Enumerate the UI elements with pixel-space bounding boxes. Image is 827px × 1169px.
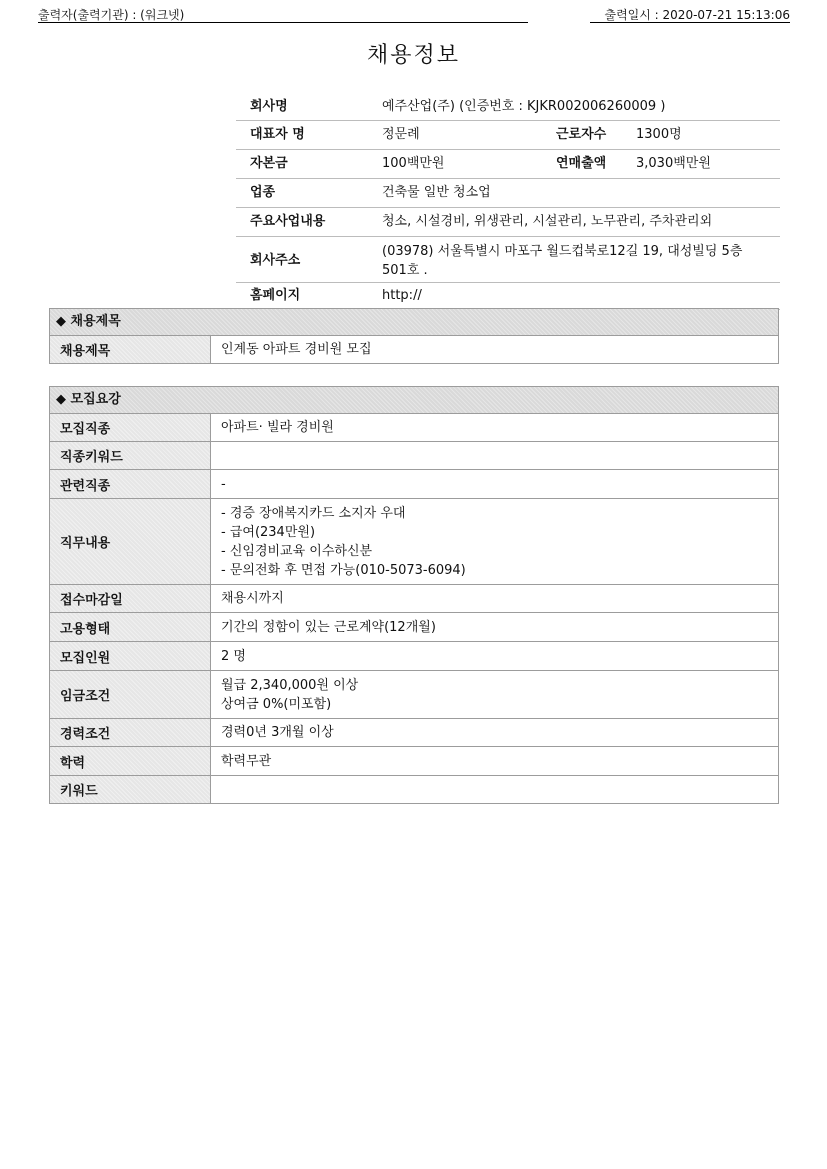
row-keywords [50, 776, 778, 803]
education-label: 학력 [50, 747, 211, 775]
salary-line: 월급 2,340,000원 이상 [221, 677, 359, 693]
row-job-category [50, 414, 778, 442]
row-experience [50, 719, 778, 747]
row-deadline [50, 585, 778, 613]
headcount-label: 모집인원 [50, 642, 211, 670]
duties-line: - 문의전화 후 면접 가능(010-5073-6094) [221, 562, 466, 578]
keywords-value [211, 776, 778, 803]
row-duties [50, 499, 778, 585]
company-info [236, 93, 780, 310]
duties-line: - 경증 장애복지카드 소지자 우대 [221, 505, 406, 521]
revenue-value: 3,030백만원 [636, 156, 711, 171]
row-employment-type [50, 613, 778, 642]
salary-value [211, 671, 778, 718]
related-jobs-line: - [221, 476, 226, 492]
duties-line: - 신임경비교육 이수하신분 [221, 543, 373, 559]
address-line-1: (03978) 서울특별시 마포구 월드컵북로12길 19, 대성빌딩 5층 [382, 244, 743, 259]
experience-value [211, 719, 778, 746]
output-time: 출력일시 : 2020-07-21 15:13:06 [604, 8, 790, 22]
employees-value: 1300명 [636, 127, 682, 142]
job-title-row [50, 336, 778, 363]
page-title: 채용정보 [366, 43, 460, 68]
experience-line: 경력0년 3개월 이상 [221, 725, 334, 740]
keywords-line [221, 780, 768, 799]
company-row-name [236, 93, 780, 121]
education-line: 학력무관 [221, 753, 272, 769]
company-row-address [236, 237, 780, 283]
headcount-value [211, 642, 778, 670]
header-rule-left [38, 22, 528, 23]
row-salary [50, 671, 778, 719]
company-name-label: 회사명 [250, 99, 288, 114]
homepage-label: 홈페이지 [250, 288, 301, 303]
job-keyword-label: 직종키워드 [50, 442, 211, 469]
headcount-line: 2 명 [221, 648, 246, 664]
duties-line: - 급여(234만원) [221, 524, 316, 540]
output-by: 출력자(출력기관) : (워크넷) [38, 8, 185, 22]
row-related-jobs [50, 470, 778, 499]
company-row-capital [236, 150, 780, 179]
capital-label: 자본금 [250, 156, 288, 171]
address-label: 회사주소 [250, 253, 301, 268]
capital-value: 100백만원 [382, 156, 445, 171]
company-row-homepage [236, 283, 780, 310]
deadline-label: 접수마감일 [50, 585, 211, 612]
employees-label: 근로자수 [556, 127, 607, 142]
job-keyword-line [221, 446, 768, 465]
business-value: 청소, 시설경비, 위생관리, 시설관리, 노무관리, 주차관리외 [382, 214, 713, 229]
duties-value [211, 499, 778, 584]
deadline-line: 채용시까지 [221, 591, 284, 606]
employment-type-value [211, 613, 778, 641]
job-category-value [211, 414, 778, 441]
industry-value: 건축물 일반 청소업 [382, 185, 491, 200]
requirements-section [49, 386, 779, 804]
ceo-label: 대표자 명 [250, 127, 305, 142]
company-name-value: 예주산업(주) (인증번호 : KJKR002006260009 ) [382, 99, 666, 114]
keywords-label: 키워드 [50, 776, 211, 803]
employment-type-line: 기간의 정함이 있는 근로계약(12개월) [221, 619, 436, 635]
deadline-value [211, 585, 778, 612]
salary-line: 상여금 0%(미포함) [221, 696, 332, 712]
revenue-label: 연매출액 [556, 156, 607, 171]
salary-label: 임금조건 [50, 671, 211, 718]
business-label: 주요사업내용 [250, 214, 326, 229]
job-title-section [49, 308, 779, 364]
address-line-2: 501호 . [382, 263, 428, 278]
company-row-industry [236, 179, 780, 208]
employment-type-label: 고용형태 [50, 613, 211, 641]
job-keyword-value [211, 442, 778, 469]
row-job-keyword [50, 442, 778, 470]
header-rule-right [590, 22, 790, 23]
job-title-value: 인계동 아파트 경비원 모집 [221, 342, 372, 357]
homepage-link[interactable]: http:// [382, 288, 422, 303]
related-jobs-label: 관련직종 [50, 470, 211, 498]
related-jobs-value [211, 470, 778, 498]
job-category-label: 모집직종 [50, 414, 211, 441]
requirements-table [50, 414, 778, 803]
row-headcount [50, 642, 778, 671]
industry-label: 업종 [250, 185, 276, 200]
job-title-label: 채용제목 [50, 336, 211, 363]
company-row-business [236, 208, 780, 237]
company-row-ceo [236, 121, 780, 150]
experience-label: 경력조건 [50, 719, 211, 746]
education-value [211, 747, 778, 775]
duties-label: 직무내용 [50, 499, 211, 584]
job-category-line: 아파트· 빌라 경비원 [221, 420, 334, 435]
ceo-value: 정문례 [382, 127, 420, 142]
row-education [50, 747, 778, 776]
requirements-heading: ◆ 모집요강 [50, 387, 778, 414]
job-title-heading: ◆ 채용제목 [50, 309, 778, 336]
